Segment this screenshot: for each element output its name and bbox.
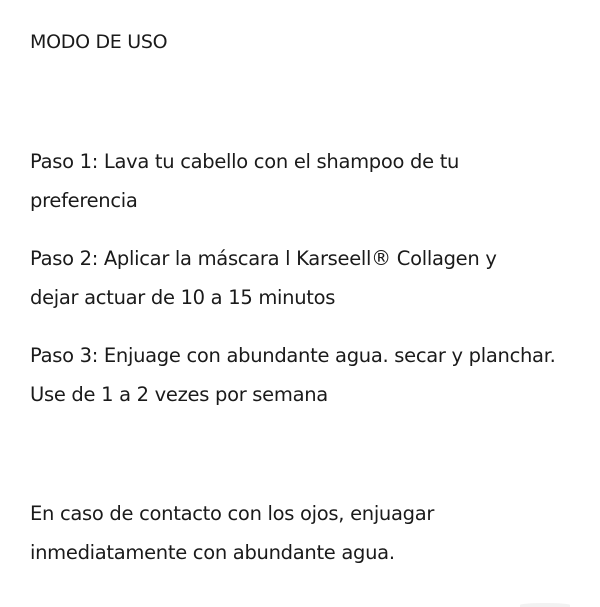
step-3-paragraph: [30, 336, 590, 414]
step-2-line-2: dejar actuar de 10 a 15 minutos: [30, 286, 336, 309]
step-2-line-1-start: Paso 2: Aplicar la máscara l Karseell: [30, 247, 372, 270]
bottom-edge-shadow: [520, 603, 570, 607]
step-1-paragraph: [30, 142, 590, 220]
step-3-line-2: Use de 1 a 2 vezes por semana: [30, 383, 328, 406]
warning-line-2: inmediatamente con abundante agua.: [30, 541, 395, 564]
warning-line-1: En caso de contacto con los ojos, enjuagar: [30, 502, 435, 525]
section-title: MODO DE USO: [30, 31, 168, 53]
step-2-line-1: [30, 239, 590, 278]
step-2-line-1-end: Collagen y: [390, 247, 497, 270]
step-3-line-1: Paso 3: Enjuage con abundante agua. secar y planchar.: [30, 344, 556, 367]
step-1-line-2: preferencia: [30, 189, 138, 212]
warning-paragraph: [30, 494, 590, 572]
step-2-paragraph: [30, 239, 590, 317]
registered-mark-icon: ®: [371, 246, 391, 270]
step-1-line-1: Paso 1: Lava tu cabello con el shampoo de tu: [30, 150, 460, 173]
